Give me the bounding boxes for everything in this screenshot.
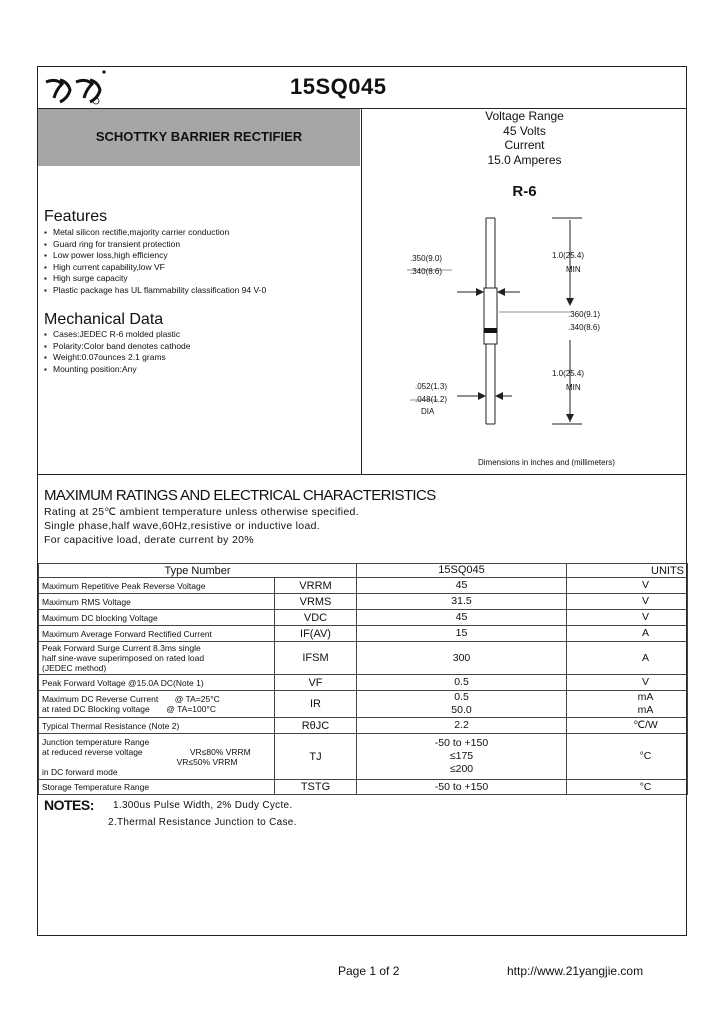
table-row (39, 594, 688, 610)
list-item: ▪ Cases:JEDEC R-6 molded plastic (44, 329, 191, 341)
symbol-cell: IF(AV) (275, 626, 357, 642)
parameter-cell: Storage Temperature Range (39, 780, 275, 795)
value-cell: 45 (357, 578, 567, 594)
dim-min-label: MIN (566, 265, 581, 274)
unit-cell: mA mA (567, 691, 688, 718)
symbol-cell: VRMS (275, 594, 357, 610)
parameter-cell: Peak Forward Surge Current 8.3ms single half sine-wave superimposed on rated load (JEDEC method) (39, 642, 275, 675)
unit-cell: °C (567, 734, 688, 780)
table-row (39, 642, 688, 675)
header-part: 15SQ045 (357, 564, 567, 578)
cathode-band (484, 328, 497, 333)
spec-line: 45 Volts (503, 123, 546, 138)
value-cell: 300 (357, 642, 567, 675)
dimension-note: Dimensions in inches and (millimeters) (478, 458, 615, 467)
dim-lead-dia-max: .052(1.3) (415, 382, 448, 391)
dim-body-dia-max: .350(9.0) (410, 254, 443, 263)
parameter-cell: Maximum DC blocking Voltage (39, 610, 275, 626)
symbol-cell: TJ (275, 734, 357, 780)
features-heading: Features (44, 208, 108, 225)
dim-dia-label: DIA (421, 407, 435, 416)
unit-cell: V (567, 610, 688, 626)
spec-line: 15.0 Amperes (487, 152, 562, 167)
ratings-table (38, 563, 688, 795)
parameter-cell: Junction temperature Range at reduced reverse voltage VR≤80% VRRM VR≤50% VRRM in DC forward mode (39, 734, 275, 780)
product-type: SCHOTTKY BARRIER RECTIFIER (95, 129, 303, 144)
unit-cell: V (567, 594, 688, 610)
table-row (39, 780, 688, 795)
parameter-cell: Typical Thermal Resistance (Note 2) (39, 718, 275, 734)
value-cell: 0.5 (357, 675, 567, 691)
dim-lead-length-top: 1.0(25.4) (552, 251, 585, 260)
spec-line: Voltage Range (485, 109, 564, 123)
list-item: ▪ Polarity:Color band denotes cathode (44, 341, 191, 353)
value-cell: 15 (357, 626, 567, 642)
table-header-row (39, 564, 688, 578)
list-item: ▪ Guard ring for transient protection (44, 239, 266, 251)
value-cell: -50 to +150 ≤175 ≤200 (357, 734, 567, 780)
list-item: ▪ Mounting position:Any (44, 364, 191, 376)
mechanical-list (44, 329, 191, 375)
table-row (39, 610, 688, 626)
table-row (39, 691, 688, 718)
table-row (39, 734, 688, 780)
rating-condition: For capacitive load, derate current by 20% (44, 534, 254, 546)
table-row (39, 675, 688, 691)
symbol-cell: VF (275, 675, 357, 691)
list-item: ▪ Plastic package has UL flammability classification 94 V-0 (44, 285, 266, 297)
list-item: ▪ Weight:0.07ounces 2.1 grams (44, 352, 191, 364)
parameter-cell: Maximum DC Reverse Current @ TA=25°C at rated DC Blocking voltage @ TA=100°C (39, 691, 275, 718)
unit-cell: ℃/W (567, 718, 688, 734)
symbol-cell: VRRM (275, 578, 357, 594)
spec-line: Current (504, 138, 545, 152)
list-item: ▪ High surge capacity (44, 273, 266, 285)
dim-min-label: MIN (566, 383, 581, 392)
package-name: R-6 (512, 183, 537, 200)
rating-condition: Single phase,half wave,60Hz,resistive or inductive load. (44, 520, 320, 532)
dim-lead-length-bottom: 1.0(25.4) (552, 369, 585, 378)
section-divider (37, 474, 687, 475)
product-type-banner (38, 109, 360, 166)
table-row (39, 626, 688, 642)
package-diagram (362, 200, 686, 472)
parameter-cell: Maximum Average Forward Rectified Current (39, 626, 275, 642)
list-item: ▪ Metal silicon rectifie,majority carrier conduction (44, 227, 266, 239)
symbol-cell: VDC (275, 610, 357, 626)
header-units: UNITS (567, 564, 688, 578)
dim-body-len-max: .360(9.1) (568, 310, 601, 319)
note-item: 1.300us Pulse Width, 2% Dudy Cycte. (113, 800, 293, 811)
rating-condition: Rating at 25℃ ambient temperature unless otherwise specified. (44, 506, 359, 518)
value-cell: 2.2 (357, 718, 567, 734)
value-cell: 31.5 (357, 594, 567, 610)
diode-body (484, 288, 497, 344)
table-row (39, 578, 688, 594)
list-item: ▪ Low power loss,high efficiency (44, 250, 266, 262)
notes-heading: NOTES: (44, 797, 94, 813)
value-cell: 0.5 50.0 (357, 691, 567, 718)
unit-cell: A (567, 626, 688, 642)
symbol-cell: IFSM (275, 642, 357, 675)
value-cell: -50 to +150 (357, 780, 567, 795)
ratings-heading: MAXIMUM RATINGS AND ELECTRICAL CHARACTERISTICS (44, 487, 436, 504)
unit-cell: °C (567, 780, 688, 795)
symbol-cell: TSTG (275, 780, 357, 795)
spec-summary (362, 109, 687, 167)
dim-body-len-min: .340(8.6) (568, 323, 601, 332)
dim-body-dia-min: .340(8.6) (410, 267, 443, 276)
unit-cell: A (567, 642, 688, 675)
website-link[interactable]: http://www.21yangjie.com (507, 964, 644, 978)
mechanical-heading: Mechanical Data (44, 311, 164, 328)
symbol-cell: RθJC (275, 718, 357, 734)
features-list (44, 227, 266, 296)
company-logo (40, 68, 112, 106)
unit-cell: V (567, 675, 688, 691)
list-item: ▪ High current capability,low VF (44, 262, 266, 274)
header-type-number: Type Number (39, 564, 357, 578)
value-cell: 45 (357, 610, 567, 626)
table-row (39, 718, 688, 734)
parameter-cell: Maximum Repetitive Peak Reverse Voltage (39, 578, 275, 594)
dim-lead-dia-min: .048(1.2) (415, 395, 448, 404)
symbol-cell: IR (275, 691, 357, 718)
unit-cell: V (567, 578, 688, 594)
parameter-cell: Peak Forward Voltage @15.0A DC(Note 1) (39, 675, 275, 691)
note-item: 2.Thermal Resistance Junction to Case. (108, 817, 297, 828)
page-number: Page 1 of 2 (338, 964, 400, 978)
part-number-title: 15SQ045 (290, 74, 387, 99)
parameter-cell: Maximum RMS Voltage (39, 594, 275, 610)
